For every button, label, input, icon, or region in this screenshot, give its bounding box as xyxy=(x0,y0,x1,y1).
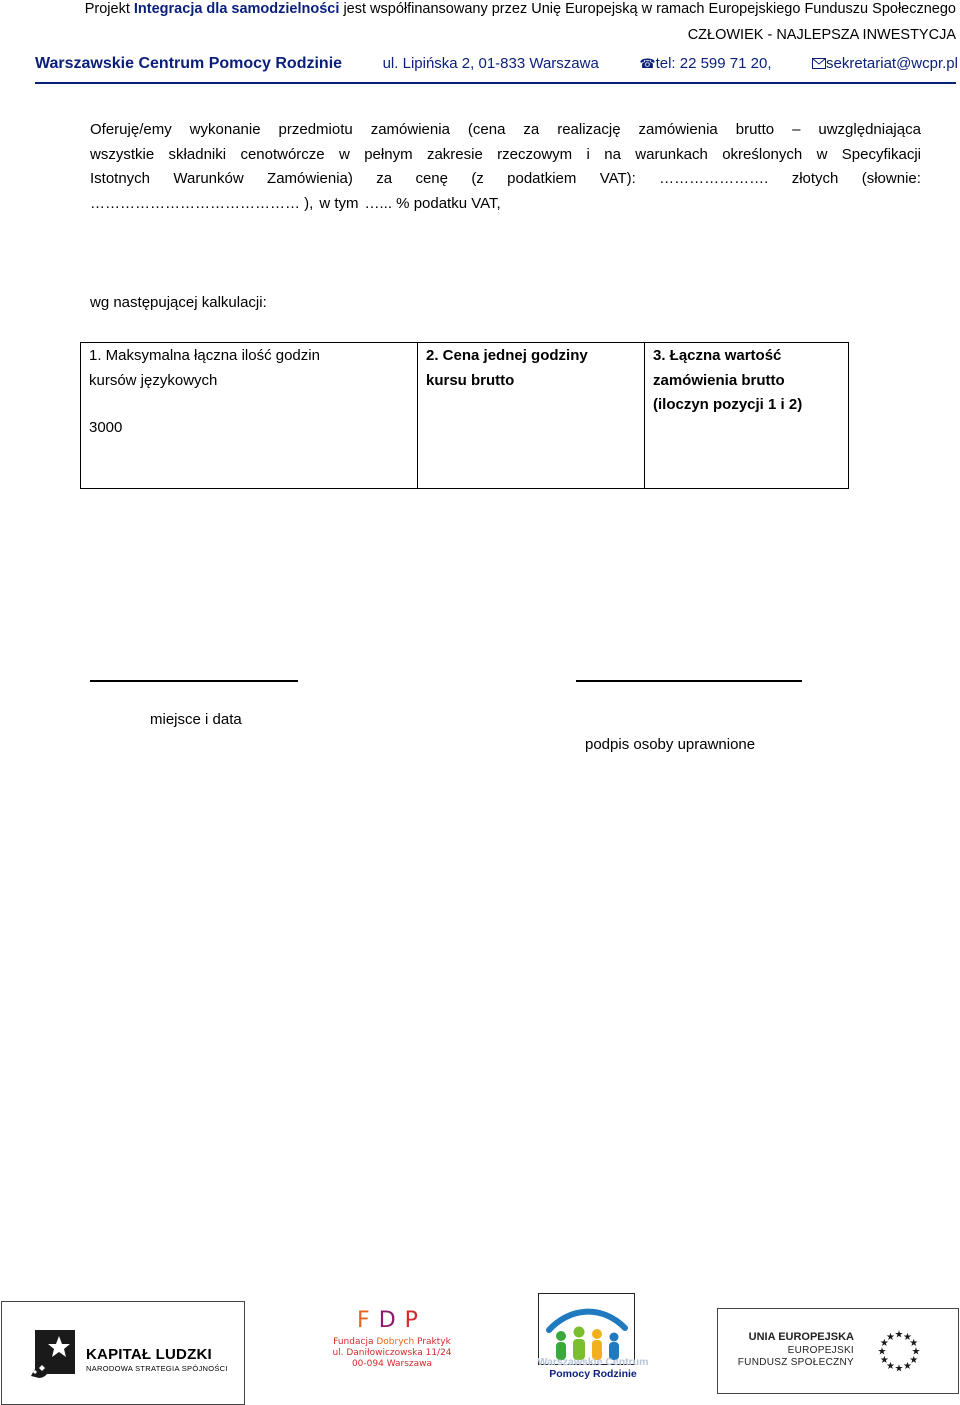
paragraph-word: za xyxy=(376,170,393,188)
paragraph-word: podatkiem xyxy=(507,170,577,188)
fdp-letter: D xyxy=(378,1308,405,1333)
eu-star: ★ xyxy=(894,1363,904,1375)
paragraph-word: …... % podatku VAT, xyxy=(364,194,501,212)
header-phone: tel: 22 599 71 20, xyxy=(655,55,772,72)
paragraph-word: pełnym xyxy=(364,145,413,163)
paragraph-word: zamówienia xyxy=(370,121,450,138)
paragraph-word: …………………. xyxy=(659,170,769,188)
col2-header-line: 2. Cena jednej godziny xyxy=(426,347,588,364)
eu-flag-icon xyxy=(871,1327,927,1375)
col3-header-line: zamówienia brutto xyxy=(653,371,785,389)
header-project-suffix: jest współfinansowany przez Unię Europejską w ramach Europejskiego Funduszu Społecznego xyxy=(343,1,956,17)
col1-header-line: kursów językowych xyxy=(89,371,218,389)
eu-star: ★ xyxy=(903,1331,912,1343)
paragraph-word: w xyxy=(339,145,350,163)
ue-line-2: EUROPEJSKI xyxy=(787,1345,854,1356)
ue-line-1: UNIA EUROPEJSKA xyxy=(748,1331,854,1343)
phone-icon: ☎ xyxy=(639,56,656,71)
wcpr-logo-box xyxy=(538,1293,635,1365)
paragraph-word: zamówienia xyxy=(638,121,718,138)
table-header-row xyxy=(81,343,849,417)
paragraph-word: przedmiotu xyxy=(278,121,353,138)
header-contact-line xyxy=(35,55,958,73)
kapital-ludzki-emblem xyxy=(29,1328,79,1380)
kl-subtitle: NARODOWA STRATEGIA SPÓJNOŚCI xyxy=(86,1364,228,1373)
family-icon xyxy=(539,1294,634,1364)
paragraph-word: warunkach xyxy=(635,145,708,163)
eu-star: ★ xyxy=(886,1361,895,1373)
paragraph-line xyxy=(90,143,921,168)
paragraph-word: określonych xyxy=(722,145,803,163)
paragraph-word: w tym xyxy=(319,194,359,212)
col1-header-line: 1. Maksymalna łączna ilość godzin xyxy=(89,347,320,364)
paragraph-line xyxy=(90,167,921,192)
ue-line-3: FUNDUSZ SPOŁECZNY xyxy=(737,1357,854,1368)
col3-header-line: (iloczyn pozycji 1 i 2) xyxy=(653,396,803,413)
paragraph-word: …………………………………… ), xyxy=(90,194,314,212)
signature-line xyxy=(576,680,802,682)
paragraph-word: uwzględniająca xyxy=(818,121,921,138)
col3-header xyxy=(645,343,849,489)
header-project-prefix: Projekt xyxy=(84,1,130,17)
fdp-address-2: 00-094 Warszawa xyxy=(351,1359,433,1369)
paragraph-word: (cena xyxy=(467,121,506,138)
eu-star: ★ xyxy=(903,1361,912,1373)
wcpr-name-2: Pomocy Rodzinie xyxy=(549,1368,637,1380)
eu-star: ★ xyxy=(911,1346,921,1358)
paragraph-word: zakresie xyxy=(426,145,483,163)
kapital-ludzki-logo xyxy=(1,1301,245,1405)
eu-star: ★ xyxy=(886,1331,895,1343)
kl-title: KAPITAŁ LUDZKI xyxy=(86,1346,212,1363)
header-project-line xyxy=(40,1,956,17)
paragraph-word: Zamówienia) xyxy=(267,170,353,188)
place-date-line xyxy=(90,680,298,682)
paragraph-word: Specyfikacji xyxy=(841,145,921,163)
header-email[interactable]: sekretariat@wcpr.pl xyxy=(826,55,958,72)
header-org-name: Warszawskie Centrum Pomocy Rodzinie xyxy=(35,55,343,72)
calculation-table xyxy=(80,342,849,489)
paragraph-word: na xyxy=(604,145,621,163)
fdp-address-1: ul. Daniłowiczowska 11/24 xyxy=(332,1348,452,1358)
header-slogan: CZŁOWIEK - NAJLEPSZA INWESTYCJA xyxy=(687,27,956,43)
fdp-letters xyxy=(322,1308,462,1333)
header-email-group xyxy=(812,55,958,73)
paragraph-word: Warunków xyxy=(173,170,244,188)
eu-star: ★ xyxy=(879,1355,889,1366)
ue-efs-logo xyxy=(717,1308,959,1394)
paragraph-word: VAT): xyxy=(599,170,636,188)
header-address: ul. Lipińska 2, 01-833 Warszawa xyxy=(382,55,599,72)
header-phone-group xyxy=(639,55,771,73)
paragraph-word: za xyxy=(523,121,540,138)
paragraph-word: – xyxy=(792,121,801,138)
eu-star: ★ xyxy=(879,1338,889,1349)
paragraph-word: (z xyxy=(471,170,484,188)
eu-star: ★ xyxy=(877,1346,887,1358)
signature-label: podpis osoby uprawnione xyxy=(585,736,756,753)
col2-header-line: kursu brutto xyxy=(426,371,515,389)
paragraph-line xyxy=(90,192,921,217)
envelope-icon xyxy=(812,58,826,69)
paragraph-word: składniki xyxy=(168,145,227,163)
paragraph-word: rzeczowym xyxy=(497,145,573,163)
paragraph-word: cenę xyxy=(415,170,448,188)
paragraph-word: realizację xyxy=(557,121,621,138)
header-project-name: Integracja dla samodzielności xyxy=(133,1,340,17)
paragraph-word: brutto xyxy=(735,121,775,138)
wcpr-name-1: Warszawskie Centrum xyxy=(537,1356,649,1368)
eu-star: ★ xyxy=(909,1338,919,1349)
place-date-label: miejsce i data xyxy=(150,711,242,728)
paragraph-word: wykonanie xyxy=(189,121,261,138)
paragraph-line xyxy=(90,118,921,143)
eu-star: ★ xyxy=(894,1329,904,1341)
fdp-logo xyxy=(322,1308,462,1378)
col3-header-line: 3. Łączna wartość xyxy=(653,347,782,364)
paragraph-word: cenotwórcze xyxy=(240,145,325,163)
paragraph-word: złotych xyxy=(791,170,839,188)
offer-paragraph xyxy=(90,118,921,216)
fdp-letter: F xyxy=(357,1308,379,1333)
col2-header xyxy=(418,343,645,489)
col1-value[interactable]: 3000 xyxy=(81,416,418,489)
paragraph-word: (słownie: xyxy=(861,170,921,188)
header-rule xyxy=(35,82,956,84)
paragraph-word: Oferuję/emy xyxy=(90,121,172,138)
paragraph-word: w xyxy=(816,145,828,163)
paragraph-word: i xyxy=(586,145,590,163)
paragraph-word: wszystkie xyxy=(90,145,155,163)
paragraph-word: Istotnych xyxy=(90,170,151,188)
calculation-intro: wg następującej kalkulacji: xyxy=(90,294,267,311)
fdp-letter: P xyxy=(404,1308,427,1333)
col1-header xyxy=(81,343,418,417)
eu-star: ★ xyxy=(909,1355,919,1366)
fdp-name: Fundacja Dobrych Praktyk xyxy=(333,1337,451,1347)
